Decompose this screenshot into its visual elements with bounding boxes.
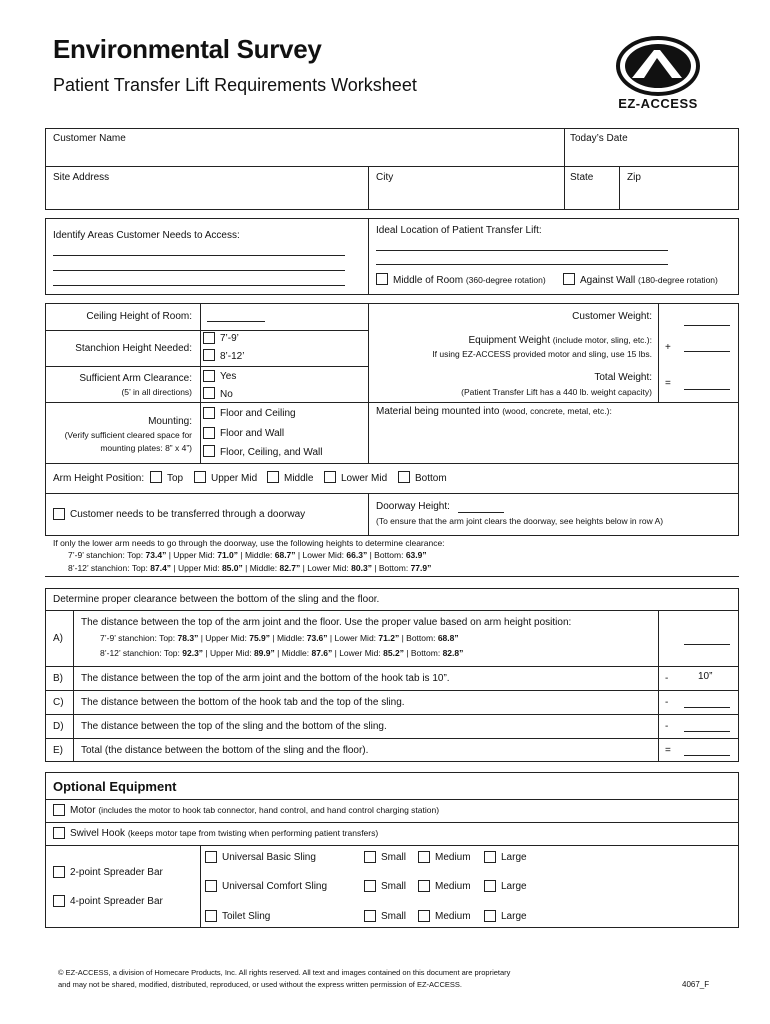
toilet-medium-label: Medium: [435, 911, 471, 922]
page-subtitle: Patient Transfer Lift Requirements Worksheet: [53, 75, 417, 95]
city-label: City: [376, 172, 394, 183]
mounting-label: Mounting:: [148, 416, 192, 427]
customer-weight-label: Customer Weight:: [572, 311, 652, 322]
identify-areas-label: Identify Areas Customer Needs to Access:: [53, 230, 240, 241]
material-label: Material being mounted into (wood, concrete, metal, etc.):: [376, 406, 612, 417]
site-address-label: Site Address: [53, 172, 110, 183]
mount-floor-ceiling-checkbox[interactable]: [203, 407, 215, 419]
arm-bottom-checkbox[interactable]: [398, 471, 410, 483]
comfort-medium-label: Medium: [435, 881, 471, 892]
equipment-weight-label: Equipment Weight (include motor, sling, etc.):: [468, 335, 652, 346]
toilet-sling-label: Toilet Sling: [222, 911, 271, 922]
arm-clearance-note: (5’ in all directions): [121, 387, 192, 397]
middle-of-room-label: Middle of Room (360-degree rotation): [393, 275, 546, 286]
clearance-heading: Determine proper clearance between the bottom of the sling and the floor.: [53, 594, 380, 605]
arm-bottom-label: Bottom: [415, 473, 447, 484]
swivel-hook-label: Swivel Hook (keeps motor tape from twisting when performing patient transfers): [70, 828, 379, 839]
row-e-operator: =: [665, 745, 671, 756]
swivel-hook-checkbox[interactable]: [53, 827, 65, 839]
toilet-small-label: Small: [381, 911, 407, 922]
basic-medium-checkbox[interactable]: [418, 851, 430, 863]
state-label: State: [570, 172, 594, 183]
mount-floor-ceiling-wall-label: Floor, Ceiling, and Wall: [220, 447, 323, 458]
universal-basic-sling-checkbox[interactable]: [205, 851, 217, 863]
middle-of-room-checkbox[interactable]: [376, 273, 388, 285]
spreader-4-label: 4-point Spreader Bar: [70, 896, 163, 907]
customer-name-label: Customer Name: [53, 133, 126, 144]
stanchion-7-9-checkbox[interactable]: [203, 332, 215, 344]
basic-small-checkbox[interactable]: [364, 851, 376, 863]
basic-medium-label: Medium: [435, 852, 471, 863]
toilet-large-label: Large: [501, 911, 527, 922]
yes-label: Yes: [220, 371, 237, 382]
arm-clearance-label: Sufficient Arm Clearance:: [79, 373, 192, 384]
row-b-text: The distance between the top of the arm joint and the bottom of the hook tab is 10”.: [81, 673, 450, 684]
ceiling-height-label: Ceiling Height of Room:: [86, 311, 192, 322]
total-weight-label: Total Weight:: [594, 372, 652, 383]
motor-label: Motor (includes the motor to hook tab connector, hand control, and hand control charging station): [70, 805, 440, 816]
optional-equipment-heading: Optional Equipment: [53, 779, 177, 794]
toilet-small-checkbox[interactable]: [364, 910, 376, 922]
row-a-text: The distance between the top of the arm joint and the floor. Use the proper value based on arm height position:: [81, 617, 572, 628]
row-d-label: D): [53, 721, 64, 732]
arm-upper-mid-label: Upper Mid: [211, 473, 258, 484]
toilet-medium-checkbox[interactable]: [418, 910, 430, 922]
row-a-8-12: 8’-12’ stanchion: Top: 92.3” | Upper Mid: 89.9” | Middle: 87.6” | Lower Mid: 85.2” | Bottom: 82.8”: [100, 648, 464, 658]
basic-large-checkbox[interactable]: [484, 851, 496, 863]
doorway-height-label: Doorway Height:: [376, 501, 450, 512]
doorway-transfer-label: Customer needs to be transferred through a doorway: [70, 509, 306, 520]
doorway-transfer-checkbox[interactable]: [53, 508, 65, 520]
comfort-small-checkbox[interactable]: [364, 880, 376, 892]
ez-access-logo: [598, 36, 718, 116]
row-d-text: The distance between the top of the sling and the bottom of the sling.: [81, 721, 387, 732]
row-b-label: B): [53, 673, 63, 684]
todays-date-label: Today’s Date: [570, 133, 628, 144]
arm-lower-mid-label: Lower Mid: [341, 473, 388, 484]
comfort-large-checkbox[interactable]: [484, 880, 496, 892]
comfort-large-label: Large: [501, 881, 527, 892]
comfort-small-label: Small: [381, 881, 407, 892]
toilet-large-checkbox[interactable]: [484, 910, 496, 922]
mount-floor-wall-label: Floor and Wall: [220, 428, 285, 439]
arm-clearance-no-checkbox[interactable]: [203, 387, 215, 399]
universal-comfort-sling-label: Universal Comfort Sling: [222, 881, 328, 892]
stanchion-8-12-label: 8’-12’: [220, 351, 245, 362]
mount-floor-ceiling-label: Floor and Ceiling: [220, 408, 296, 419]
universal-basic-sling-label: Universal Basic Sling: [222, 852, 316, 863]
mount-floor-wall-checkbox[interactable]: [203, 427, 215, 439]
row-c-text: The distance between the bottom of the hook tab and the top of the sling.: [81, 697, 405, 708]
row-a-label: A): [53, 633, 63, 644]
arm-middle-checkbox[interactable]: [267, 471, 279, 483]
equipment-weight-note: If using EZ-ACCESS provided motor and sling, use 15 lbs.: [432, 349, 652, 359]
page-title: Environmental Survey: [53, 34, 322, 64]
arm-upper-mid-checkbox[interactable]: [194, 471, 206, 483]
against-wall-label: Against Wall (180-degree rotation): [580, 275, 718, 286]
row-b-operator: -: [665, 673, 669, 684]
arm-top-checkbox[interactable]: [150, 471, 162, 483]
logo-icon: [598, 36, 718, 98]
arm-lower-mid-checkbox[interactable]: [324, 471, 336, 483]
spreader-2-checkbox[interactable]: [53, 866, 65, 878]
spreader-4-checkbox[interactable]: [53, 895, 65, 907]
mount-floor-ceiling-wall-checkbox[interactable]: [203, 445, 215, 457]
basic-large-label: Large: [501, 852, 527, 863]
row-c-label: C): [53, 697, 64, 708]
toilet-sling-checkbox[interactable]: [205, 910, 217, 922]
equals-sign: =: [665, 378, 671, 389]
comfort-medium-checkbox[interactable]: [418, 880, 430, 892]
row-d-operator: -: [665, 721, 669, 732]
doorway-row-8-12: 8’-12’ stanchion: Top: 87.4” | Upper Mid: 85.0” | Middle: 82.7” | Lower Mid: 80.3” | Bottom: 77.9”: [68, 563, 432, 573]
no-label: No: [220, 389, 233, 400]
against-wall-checkbox[interactable]: [563, 273, 575, 285]
basic-small-label: Small: [381, 852, 407, 863]
stanchion-8-12-checkbox[interactable]: [203, 349, 215, 361]
footer-copyright-2: and may not be shared, modified, distributed, reproduced, or used without the express written permission of EZ-ACCESS.: [58, 980, 462, 989]
doorway-note: (To ensure that the arm joint clears the doorway, see heights below in row A): [376, 516, 664, 526]
doorway-info-line: If only the lower arm needs to go through the doorway, use the following heights to determine clearance:: [53, 538, 445, 548]
ideal-location-label: Ideal Location of Patient Transfer Lift:: [376, 225, 542, 236]
total-weight-note: (Patient Transfer Lift has a 440 lb. weight capacity): [461, 387, 652, 397]
mounting-note-2: mounting plates: 8” x 4”): [100, 443, 192, 453]
arm-middle-label: Middle: [284, 473, 314, 484]
spreader-2-label: 2-point Spreader Bar: [70, 867, 163, 878]
row-a-7-9: 7’-9’ stanchion: Top: 78.3” | Upper Mid: 75.9” | Middle: 73.6” | Lower Mid: 71.2” | Bottom: 68.8”: [100, 633, 459, 643]
arm-height-label: Arm Height Position:: [53, 473, 145, 484]
mounting-note-1: (Verify sufficient cleared space for: [64, 430, 192, 440]
doorway-row-7-9: 7’-9’ stanchion: Top: 73.4” | Upper Mid: 71.0” | Middle: 68.7” | Lower Mid: 66.3” | Bottom: 63.9”: [68, 550, 427, 560]
form-code: 4067_F: [682, 980, 710, 989]
arm-clearance-yes-checkbox[interactable]: [203, 370, 215, 382]
arm-top-label: Top: [167, 473, 184, 484]
stanchion-height-label: Stanchion Height Needed:: [75, 343, 192, 354]
stanchion-7-9-label: 7’-9’: [220, 333, 239, 344]
zip-label: Zip: [627, 172, 641, 183]
motor-checkbox[interactable]: [53, 804, 65, 816]
row-c-operator: -: [665, 697, 669, 708]
row-b-value: 10”: [698, 671, 713, 682]
plus-sign: +: [665, 342, 671, 353]
row-e-text: Total (the distance between the bottom of the sling and the floor).: [81, 745, 369, 756]
logo-text: EZ-ACCESS: [618, 96, 698, 111]
row-e-label: E): [53, 745, 63, 756]
footer-copyright-1: © EZ-ACCESS, a division of Homecare Products, Inc. All rights reserved. All text and images contained on this document are proprietary: [58, 968, 511, 977]
customer-info-box: [45, 128, 739, 210]
universal-comfort-sling-checkbox[interactable]: [205, 880, 217, 892]
